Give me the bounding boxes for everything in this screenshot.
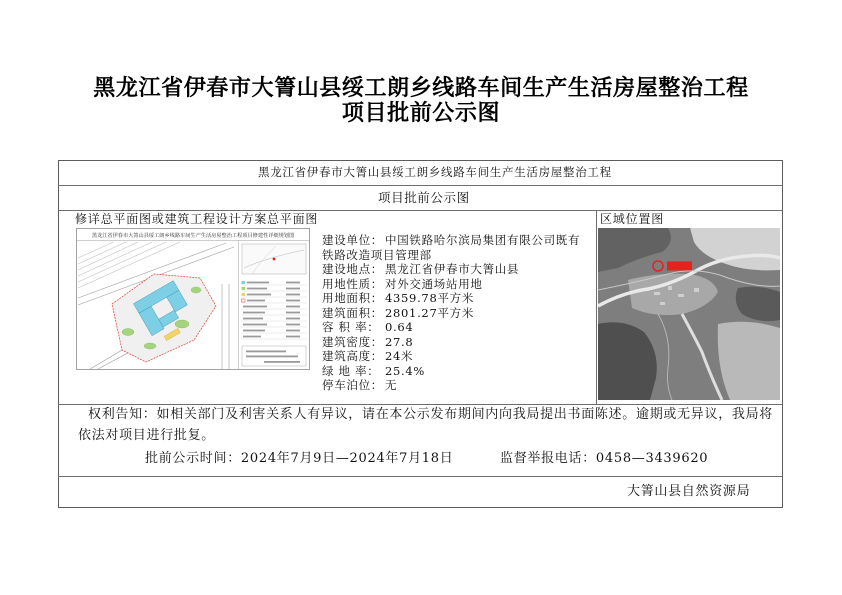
plan-map-divider (596, 210, 597, 404)
info-label: 建设地点： (322, 262, 383, 276)
drawing-title: 黑龙江省伊春市大箐山县绥工朗乡线路车间生产生活房屋整治工程项目修建性详细规划图 (91, 233, 295, 239)
legend-row-text (243, 318, 263, 320)
regional-location-map (598, 228, 780, 400)
map-section-title: 区域位置图 (600, 212, 665, 226)
map-building (668, 286, 672, 290)
info-value: 0.64 (385, 320, 414, 334)
info-value: 24米 (385, 349, 414, 363)
info-plot-ratio (322, 320, 590, 335)
legend-row-text (243, 324, 267, 326)
info-location (322, 262, 590, 277)
header-row-divider (58, 185, 783, 186)
legend-row-value (286, 282, 300, 284)
info-label: 建筑高度： (322, 349, 383, 363)
info-label: 用地面积： (322, 291, 383, 305)
legend-row-text (243, 312, 265, 314)
info-label: 容 积 率： (322, 320, 380, 334)
publicity-period: 批前公示时间：2024年7月9日—2024年7月18日 (145, 451, 454, 466)
info-value: 无 (385, 378, 398, 392)
legend-row-text (243, 306, 267, 308)
footer-divider (58, 476, 783, 477)
legend-row-value (286, 312, 300, 314)
info-construction-unit (322, 233, 590, 248)
legend-swatch-yard (242, 293, 246, 296)
legend-row-value (286, 318, 300, 320)
legend-swatch-green (242, 287, 246, 290)
info-parking (322, 378, 590, 393)
map-building (660, 302, 665, 305)
map-open-area (718, 322, 780, 400)
board-header-line1: 黑龙江省伊春市大箐山县绥工朗乡线路车间生产生活房屋整治工程 (258, 165, 612, 179)
title-block-text (264, 361, 300, 363)
info-label: 建筑密度： (322, 334, 383, 349)
document-title-line2: 项目批前公示图 (341, 100, 501, 126)
map-building (694, 288, 699, 292)
project-info (322, 233, 590, 393)
info-value: 2801.27平方米 (385, 305, 475, 320)
site-plan-drawing (76, 228, 310, 370)
info-floor-area (322, 306, 590, 321)
info-construction-unit-continued (322, 248, 590, 263)
legend-swatch-building (242, 281, 246, 284)
green-space (175, 320, 189, 328)
info-building-height (322, 349, 590, 364)
info-value: 4359.78平方米 (385, 291, 475, 305)
legend-row-value (286, 324, 300, 326)
legend-row-value (286, 330, 300, 332)
report-hotline: 监督举报电话：0458—3439620 (500, 451, 709, 466)
info-land-area (322, 291, 590, 306)
legend-row-value (286, 336, 300, 338)
green-space (144, 343, 156, 349)
info-value: 黑龙江省伊春市大箐山县 (385, 262, 520, 276)
green-space (122, 329, 134, 336)
info-label: 用地性质： (322, 276, 383, 291)
legend-row-text (243, 330, 265, 332)
info-green-ratio (322, 364, 590, 379)
info-land-use (322, 277, 590, 292)
document-title-line1: 黑龙江省伊春市大箐山县绥工朗乡线路车间生产生活房屋整治工程 (93, 75, 749, 101)
legend-row-value (286, 288, 300, 290)
info-label: 建设单位： (322, 233, 383, 247)
info-label: 停车泊位： (322, 378, 383, 392)
issuing-authority: 大箐山县自然资源局 (627, 484, 751, 499)
rights-notice-line2: 依法对项目进行批复。 (78, 428, 216, 443)
board-header-line2: 项目批前公示图 (378, 190, 470, 205)
map-building (654, 292, 660, 295)
map-building (678, 294, 684, 297)
info-value: 25.4% (385, 363, 426, 378)
info-label: 建筑面积： (322, 305, 383, 320)
info-value: 中国铁路哈尔滨局集团有限公司既有 (385, 233, 581, 247)
plan-section-title: 修详总平面图或建筑工程设计方案总平面图 (75, 212, 319, 226)
legend-row-text (247, 288, 267, 290)
info-building-density (322, 335, 590, 350)
content-bottom-divider (58, 404, 783, 405)
legend-row-text (247, 294, 271, 296)
legend-row-text (243, 336, 261, 338)
info-value: 对外交通场站用地 (385, 276, 483, 291)
info-value: 铁路改造项目管理部 (322, 247, 432, 262)
project-location-label (667, 262, 692, 271)
legend-row-value (286, 294, 300, 296)
legend-row-value (286, 306, 300, 308)
green-space (191, 287, 201, 293)
title-block-text (246, 356, 298, 358)
info-value: 27.8 (385, 334, 414, 349)
legend-row-text (247, 300, 265, 302)
legend-row-text (247, 282, 269, 284)
legend-row-value (286, 300, 300, 302)
locator-mini-map-marker (273, 258, 276, 261)
info-label: 绿 地 率： (322, 363, 380, 378)
title-block-text (246, 351, 286, 353)
rights-notice-line1: 权利告知：如相关部门及利害关系人有异议，请在本公示发布期间内向我局提出书面陈述。逾期或无异议，我局将 (88, 407, 774, 422)
header-bottom-divider (58, 210, 783, 211)
